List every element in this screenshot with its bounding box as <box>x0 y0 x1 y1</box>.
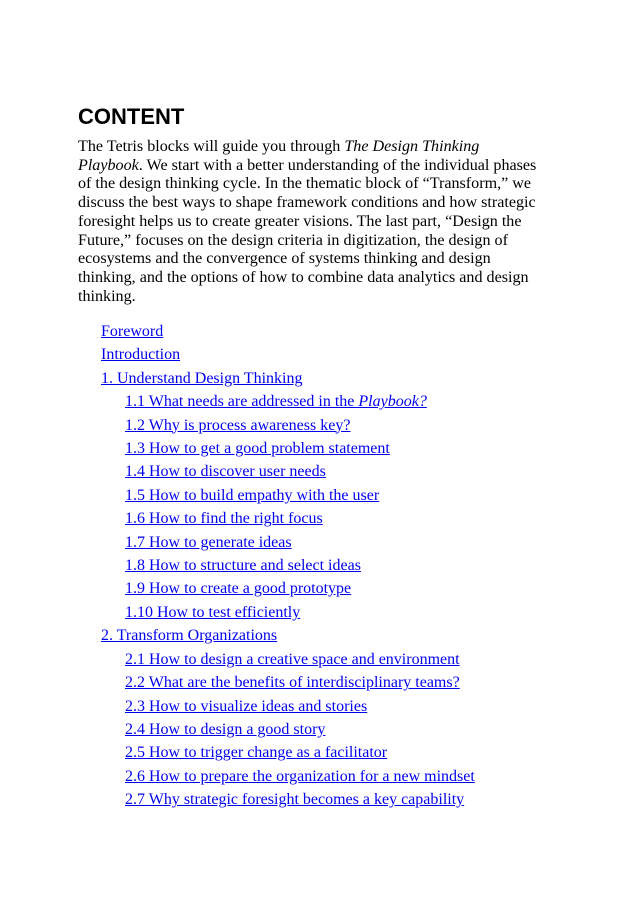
toc-link-1-9[interactable]: 1.9 How to create a good prototype <box>125 580 352 598</box>
toc-item <box>78 577 475 600</box>
toc-link-2-5[interactable]: 2.5 How to trigger change as a facilitator <box>125 744 388 762</box>
toc-link-1-5[interactable]: 1.5 How to build empathy with the user <box>125 486 380 504</box>
toc-link-1-7[interactable]: 1.7 How to generate ideas <box>125 533 292 551</box>
toc-link-2-6[interactable]: 2.6 How to prepare the organization for a new mindset <box>125 767 475 785</box>
table-of-contents <box>78 320 475 812</box>
toc-link-2-1[interactable]: 2.1 How to design a creative space and environment <box>125 650 460 668</box>
intro-text-rest: . We start with a better understanding of the individual phases of the design thinking cycle. In the thematic block of “Transform,” we discuss the best ways to shape framework conditions and how strategic foresight helps us to create greater visions. The last part, “Design the Future,” focuses on the design criteria in digitization, the design of ecosystems and the convergence of systems thinking and design thinking, and the options of how to combine data analytics and design thinking. <box>78 156 537 305</box>
toc-item <box>78 648 475 671</box>
toc-link-chapter-1[interactable]: 1. Understand Design Thinking <box>101 369 303 387</box>
intro-paragraph <box>78 138 548 306</box>
page-title: CONTENT <box>78 104 185 129</box>
toc-item <box>78 343 475 366</box>
toc-link-2-3[interactable]: 2.3 How to visualize ideas and stories <box>125 697 368 715</box>
toc-link-1-1-text: 1.1 What needs are addressed in the <box>125 393 359 411</box>
toc-item <box>78 414 475 437</box>
toc-item <box>78 765 475 788</box>
toc-link-1-2[interactable]: 1.2 Why is process awareness key? <box>125 416 351 434</box>
toc-link-1-4[interactable]: 1.4 How to discover user needs <box>125 463 326 481</box>
toc-item <box>78 741 475 764</box>
toc-item <box>78 671 475 694</box>
toc-link-introduction[interactable]: Introduction <box>101 346 181 364</box>
intro-book-title: The Design Thinking Playbook <box>78 138 480 174</box>
toc-item <box>78 718 475 741</box>
toc-item <box>78 507 475 530</box>
toc-link-1-3[interactable]: 1.3 How to get a good problem statement <box>125 440 390 458</box>
toc-link-chapter-2[interactable]: 2. Transform Organizations <box>101 627 278 645</box>
toc-link-foreword[interactable]: Foreword <box>101 323 164 340</box>
toc-item <box>78 320 475 343</box>
toc-item <box>78 624 475 647</box>
toc-item <box>78 437 475 460</box>
toc-link-1-1-italic: Playbook? <box>358 393 427 411</box>
intro-text-start: The Tetris blocks will guide you through <box>78 138 345 155</box>
toc-link-2-7[interactable]: 2.7 Why strategic foresight becomes a key capability <box>125 791 465 809</box>
toc-item <box>78 460 475 483</box>
toc-link-1-10[interactable]: 1.10 How to test efficiently <box>125 603 301 621</box>
toc-item <box>78 367 475 390</box>
toc-link-1-6[interactable]: 1.6 How to find the right focus <box>125 510 323 528</box>
toc-item <box>78 788 475 811</box>
toc-item <box>78 695 475 718</box>
toc-item <box>78 531 475 554</box>
document-page <box>78 104 548 809</box>
toc-item <box>78 601 475 624</box>
toc-item <box>78 484 475 507</box>
toc-item <box>78 390 475 413</box>
toc-link-1-8[interactable]: 1.8 How to structure and select ideas <box>125 557 361 575</box>
toc-item <box>78 554 475 577</box>
toc-link-2-4[interactable]: 2.4 How to design a good story <box>125 720 326 738</box>
toc-link-1-1[interactable] <box>125 393 427 410</box>
toc-link-2-2[interactable]: 2.2 What are the benefits of interdisciplinary teams? <box>125 674 460 692</box>
